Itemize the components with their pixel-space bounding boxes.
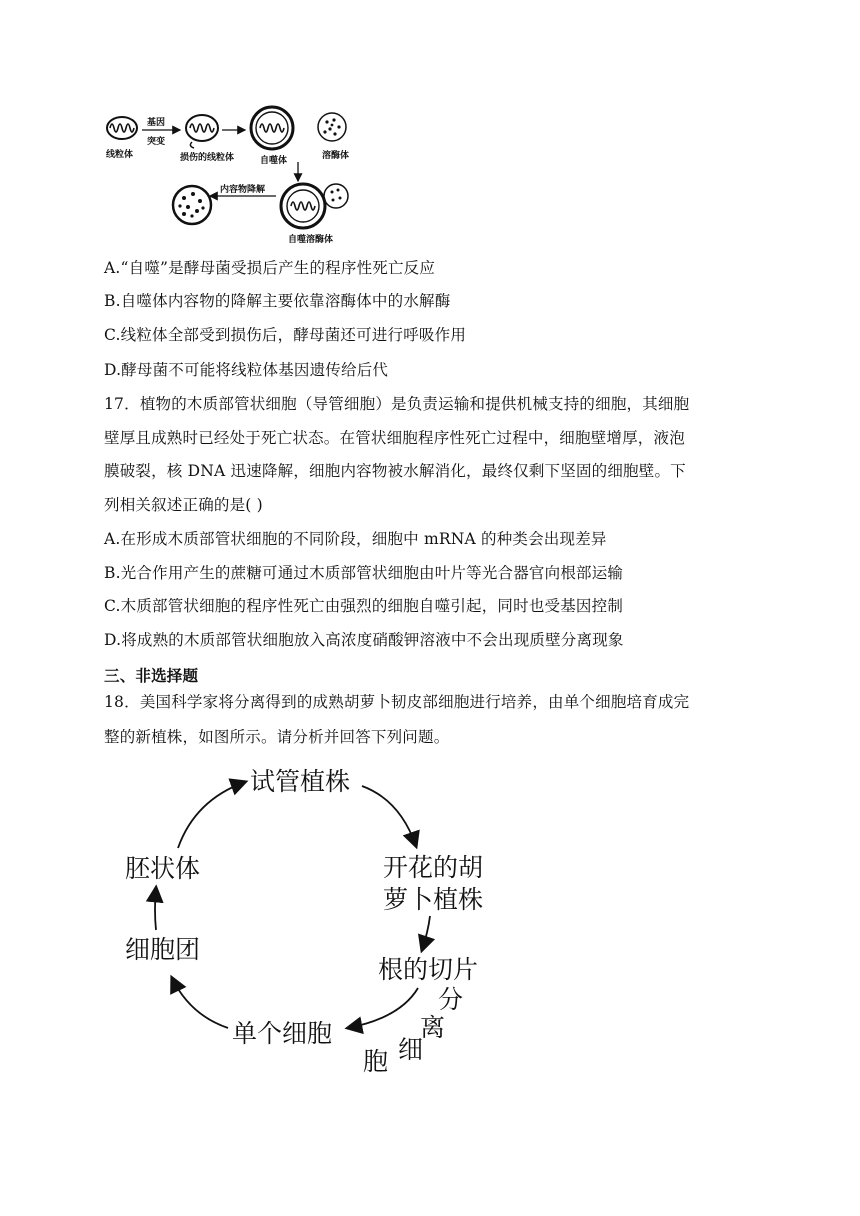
- label-autolysosome: 自噬溶酶体: [288, 235, 334, 245]
- q17-option-c: C.木质部管状细胞的程序性死亡由强烈的细胞自噬引起，同时也受基因控制: [104, 597, 624, 615]
- q18-stem-line-2: 整的新植株，如图所示。请分析并回答下列问题。: [104, 728, 450, 746]
- section-heading: 三、非选择题: [104, 667, 199, 685]
- label-separate-li: 离: [420, 1013, 446, 1042]
- q17-stem-line-1: 17．植物的木质部管状细胞（导管细胞）是负责运输和提供机械支持的细胞，其细胞: [104, 395, 690, 413]
- damaged-mitochondrion-icon: [186, 115, 218, 148]
- q18-stem-line-1: 18．美国科学家将分离得到的成熟胡萝卜韧皮部细胞进行培养，由单个细胞培育成完: [104, 693, 690, 711]
- label-single-cell: 单个细胞: [232, 1019, 333, 1048]
- label-gene-2: 突变: [147, 137, 166, 147]
- label-cell-mass: 细胞团: [125, 935, 201, 964]
- autolysosome-icon: [281, 184, 348, 228]
- label-lysosome: 溶酶体: [322, 151, 350, 161]
- autophagosome-icon: [251, 107, 293, 149]
- q17-option-b: B.光合作用产生的蔗糖可通过木质部管状细胞由叶片等光合器官向根部运输: [104, 564, 624, 582]
- label-separate-fen: 分: [438, 985, 464, 1014]
- q16-option-a: A.“自噬”是酵母菌受损后产生的程序性死亡反应: [104, 259, 436, 277]
- label-gene-1: 基因: [147, 118, 166, 128]
- lysosome-icon: [318, 113, 346, 141]
- label-flower-2: 萝卜植株: [383, 885, 484, 914]
- label-damaged-mitochondrion: 损伤的线粒体: [180, 153, 235, 163]
- q17-stem-line-2: 壁厚且成熟时已经处于死亡状态。在管状细胞程序性死亡过程中，细胞壁增厚，液泡: [104, 429, 685, 447]
- q17-option-d: D.将成熟的木质部管状细胞放入高浓度硝酸钾溶液中不会出现质壁分离现象: [104, 631, 624, 649]
- q16-option-c: C.线粒体全部受到损伤后，酵母菌还可进行呼吸作用: [104, 326, 467, 344]
- q17-option-a: A.在形成木质部管状细胞的不同阶段，细胞中 mRNA 的种类会出现差异: [104, 530, 607, 548]
- mitochondrion-icon: [107, 117, 137, 139]
- q16-option-d: D.酵母菌不可能将线粒体基因遗传给后代: [104, 361, 389, 379]
- label-tube-plant: 试管植株: [250, 767, 351, 796]
- label-root-slice: 根的切片: [378, 955, 479, 984]
- label-embryoid: 胚状体: [125, 854, 201, 883]
- label-flower-1: 开花的胡: [383, 853, 484, 882]
- q17-stem-line-3: 膜破裂，核 DNA 迅速降解，细胞内容物被水解消化，最终仅剩下坚固的细胞壁。下: [104, 462, 686, 480]
- label-separate-bao: 胞: [363, 1047, 389, 1076]
- autophagy-diagram: [100, 108, 360, 248]
- label-separate-xi: 细: [398, 1035, 424, 1064]
- label-content-degrade: 内容物降解: [220, 185, 266, 195]
- degraded-vesicle-icon: [173, 186, 211, 224]
- tissue-culture-cycle-diagram: [100, 760, 520, 1080]
- q17-stem-line-4: 列相关叙述正确的是( ): [104, 496, 263, 514]
- label-mitochondrion: 线粒体: [106, 150, 134, 160]
- q16-option-b: B.自噬体内容物的降解主要依靠溶酶体中的水解酶: [104, 292, 451, 310]
- label-autophagosome: 自噬体: [260, 156, 288, 166]
